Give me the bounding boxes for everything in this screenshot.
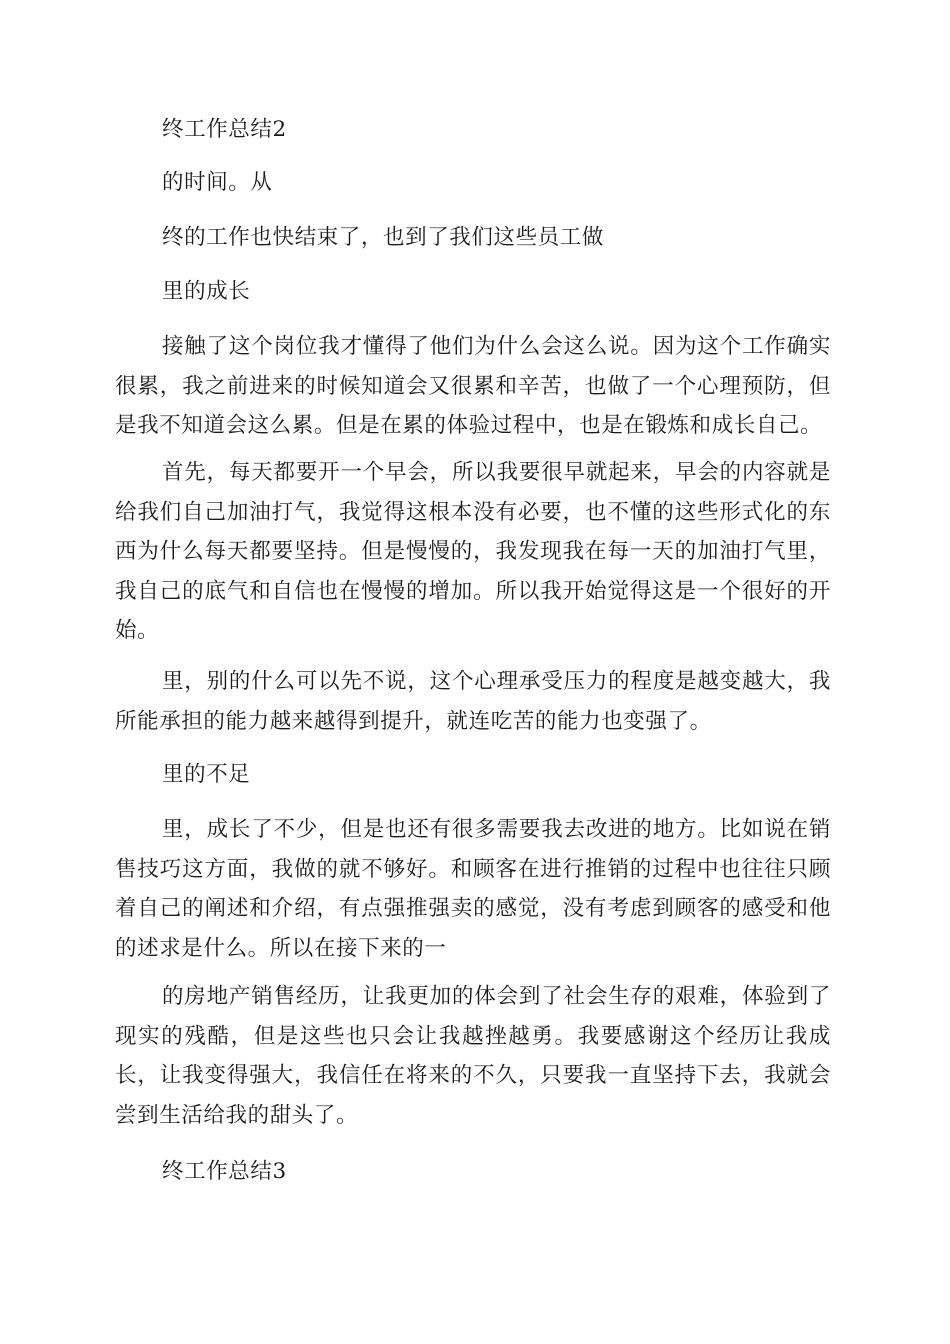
section-heading-3: 终工作总结3 <box>162 1159 287 1184</box>
sub-heading-growth: 里的成长 <box>162 279 251 304</box>
paragraph: 的时间。从 <box>162 170 273 195</box>
section-heading-2: 终工作总结2 <box>162 117 287 142</box>
paragraph: 的房地产销售经历，让我更加的体会到了社会生存的艰难，体验到了现实的残酷，但是这些也只会让我越挫越勇。我要感谢这个经历让我成长，让我变得强大，我信任在将来的不久，只要我一直坚持下去，我就会尝到生活给我的甜头了。 <box>115 984 831 1128</box>
paragraph: 终的工作也快结束了，也到了我们这些员工做 <box>162 225 605 250</box>
paragraph: 里，别的什么可以先不说，这个心理承受压力的程度是越变越大，我所能承担的能力越来越得到提升，就连吃苦的能力也变强了。 <box>115 669 831 734</box>
sub-heading-shortcomings: 里的不足 <box>162 762 251 787</box>
paragraph: 首先，每天都要开一个早会，所以我要很早就起来，早会的内容就是给我们自己加油打气，我觉得这根本没有必要，也不懂的这些形式化的东西为什么每天都要坚持。但是慢慢的，我发现我在每一天的加油打气里，我自己的底气和自信也在慢慢的增加。所以我开始觉得这是一个很好的开始。 <box>115 460 831 643</box>
paragraph: 接触了这个岗位我才懂得了他们为什么会这么说。因为这个工作确实很累，我之前进来的时候知道会又很累和辛苦，也做了一个心理预防，但是我不知道会这么累。但是在累的体验过程中，也是在锻炼和成长自己。 <box>115 334 831 438</box>
paragraph: 里，成长了不少，但是也还有很多需要我去改进的地方。比如说在销售技巧这方面，我做的就不够好。和顾客在进行推销的过程中也往往只顾着自己的阐述和介绍，有点强推强卖的感觉，没有考虑到顾客的感受和他的述求是什么。所以在接下来的一 <box>115 817 831 961</box>
